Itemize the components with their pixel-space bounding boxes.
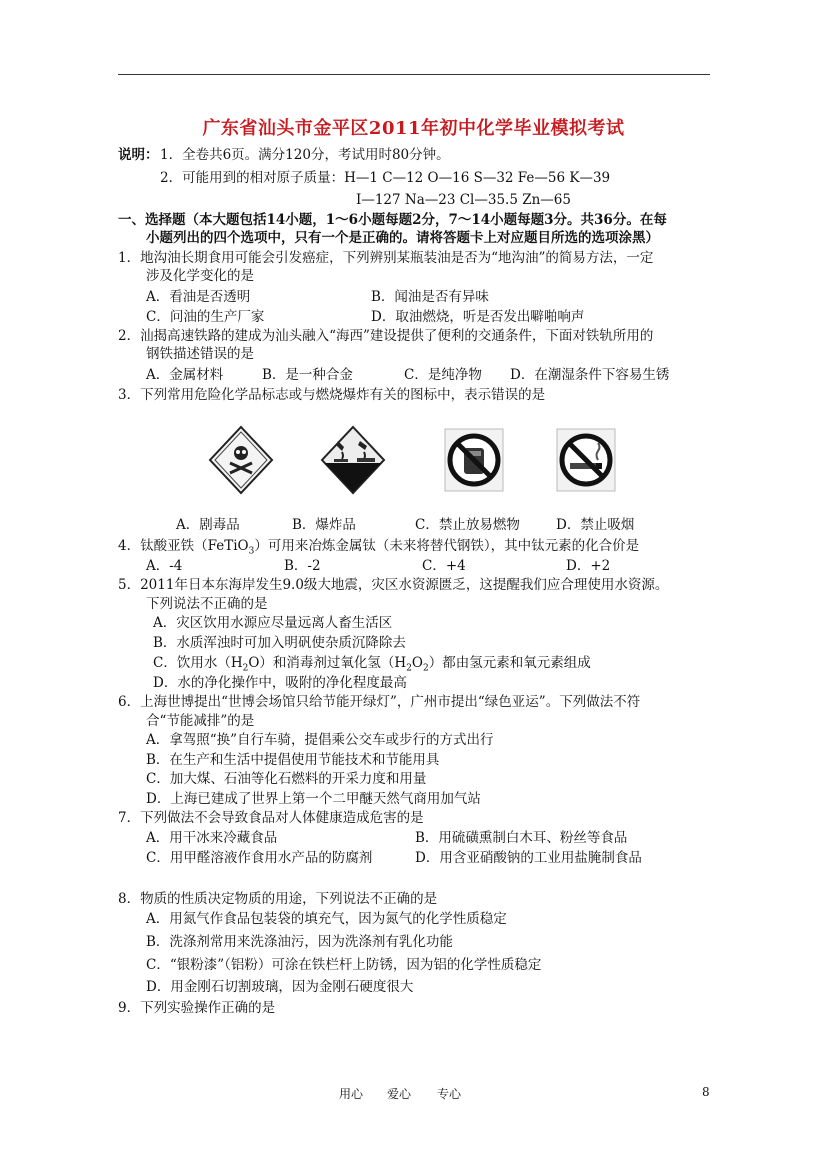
q8-option-d: D．用金刚石切割玻璃，因为金刚石硬度很大 [146,979,414,995]
q2-option-a: A．金属材料 [146,367,224,383]
q8-option-b: B．洗涤剂常用来洗涤油污，因为洗涤剂有乳化功能 [146,934,453,950]
q5-c-post: ）都由氢元素和氧元素组成 [428,655,591,671]
notes-label: 说明： [118,147,159,163]
q4-option-b: B．-2 [284,558,321,574]
q7-stem: 7．下列做法不会导致食品对人体健康造成危害的是 [118,810,424,826]
notes-line-3: I—127 Na—23 Cl—35.5 Zn—65 [356,192,571,208]
corrosive-icon [320,425,386,495]
exam-title: 广东省汕头市金平区2011年初中化学毕业模拟考试 [202,118,625,139]
q7-option-b: B．用硫磺熏制白木耳、粉丝等食品 [415,830,628,846]
q1-stem-2: 涉及化学变化的是 [146,268,254,284]
notes-line-1: 1．全卷共6页。满分120分，考试用时80分钟。 [160,147,450,163]
q5-option-a: A．灾区饮用水源应尽量远离人畜生活区 [153,615,393,631]
q2-stem-2: 钢铁描述错误的是 [146,346,254,362]
q7-option-d: D．用含亚硝酸钠的工业用盐腌制食品 [415,850,642,866]
q1-option-b: B．闻油是否有异味 [371,289,489,305]
q4-option-c: C．+4 [422,558,466,574]
q5-c-sub1: 2 [242,663,249,674]
q5-c-mid: O）和消毒剂过氧化氢（H [248,655,407,671]
q5-stem-2: 下列说法不正确的是 [146,596,268,612]
q5-c-mid2: O [411,655,423,671]
q8-option-a: A．用氮气作食品包装袋的填充气，因为氮气的化学性质稳定 [146,911,507,927]
q6-option-d: D．上海已建成了世界上第一个二甲醚天然气商用加气站 [146,791,481,807]
q6-option-b: B．在生产和生活中提倡使用节能技术和节能用具 [146,752,440,768]
q5-option-d: D．水的净化操作中，吸附的净化程度最高 [153,675,407,691]
footer-text-1: 用心 [339,1087,364,1101]
q4-stem-pre: 4．钛酸亚铁（FeTiO [118,538,249,554]
q4-option-a: A．-4 [146,558,183,574]
q6-option-c: C．加大煤、石油等化石燃料的开采力度和用量 [146,771,427,787]
q3-option-c: C．禁止放易燃物 [415,517,520,533]
q5-c-sub2: 2 [406,663,412,674]
q2-option-b: B．是一种合金 [262,367,353,383]
q4-option-d: D．+2 [566,558,611,574]
q9-stem: 9．下列实验操作正确的是 [118,1000,276,1016]
q4-stem [118,537,639,561]
section-heading-line-1: 一、选择题（本大题包括14小题，1～6小题每题2分，7～14小题每题3分。共36分。在每 [118,212,667,228]
footer-text-3: 专心 [437,1087,462,1101]
skull-crossbones-icon [208,425,274,495]
q8-stem: 8．物质的性质决定物质的用途，下列说法不正确的是 [118,891,438,907]
footer-text-2: 爱心 [387,1087,412,1101]
q8-option-c: C．“银粉漆”（铝粉）可涂在铁栏杆上防锈，因为铝的化学性质稳定 [146,957,542,973]
q1-option-a: A．看油是否透明 [146,289,251,305]
q6-stem-1: 6．上海世博提出“世博会场馆只给节能开绿灯”，广州市提出“绿色亚运”。下列做法不符 [118,694,641,710]
q3-option-b: B．爆炸品 [292,517,356,533]
q5-c-pre: C．饮用水（H [153,655,243,671]
q1-option-c: C．问油的生产厂家 [146,309,265,325]
q3-option-a: A．剧毒品 [176,517,240,533]
section-heading-line-2: 小题列出的四个选项中，只有一个是正确的。请将答题卡上对应题目所选的选项涂黑） [146,230,659,246]
q4-stem-post: ）可用来冶炼金属钛（未来将替代钢铁），其中钛元素的化合价是 [254,538,640,554]
q4-stem-sub: 3 [248,546,255,557]
q5-option-b: B．水质浑浊时可加入明矾使杂质沉降除去 [153,635,406,651]
q3-option-d: D．禁止吸烟 [556,517,635,533]
q6-stem-2: 合“节能减排”的是 [146,713,255,729]
no-flammable-icon [444,428,504,492]
q2-option-d: D．在潮湿条件下容易生锈 [510,367,670,383]
q7-option-c: C．用甲醛溶液作食用水产品的防腐剂 [146,850,373,866]
q2-stem-1: 2．汕揭高速铁路的建成为汕头融入“海西”建设提供了便利的交通条件，下面对铁轨所用的 [118,328,654,344]
q5-c-sub3: 2 [423,663,429,674]
q6-option-a: A．拿驾照“换”自行车骑，提倡乘公交车或步行的方式出行 [146,732,494,748]
notes-line-2: 2．可能用到的相对原子质量：H—1 C—12 O—16 S—32 Fe—56 K—39 [160,170,611,186]
q1-stem-1: 1．地沟油长期食用可能会引发癌症，下列辨别某瓶装油是否为“地沟油”的简易方法，一定 [118,250,654,266]
page-number: 8 [702,1085,710,1099]
q3-stem: 3．下列常用危险化学品标志或与燃烧爆炸有关的图标中，表示错误的是 [118,387,546,403]
no-smoking-icon [556,428,616,492]
q7-option-a: A．用干冰来冷藏食品 [146,830,278,846]
header-rule [118,74,710,75]
q5-stem-1: 5．2011年日本东海岸发生9.0级大地震，灾区水资源匮乏，这提醒我们应合理使用水资源。 [118,577,669,593]
q1-option-d: D．取油燃烧，听是否发出噼啪响声 [371,309,585,325]
q2-option-c: C．是纯净物 [404,367,482,383]
